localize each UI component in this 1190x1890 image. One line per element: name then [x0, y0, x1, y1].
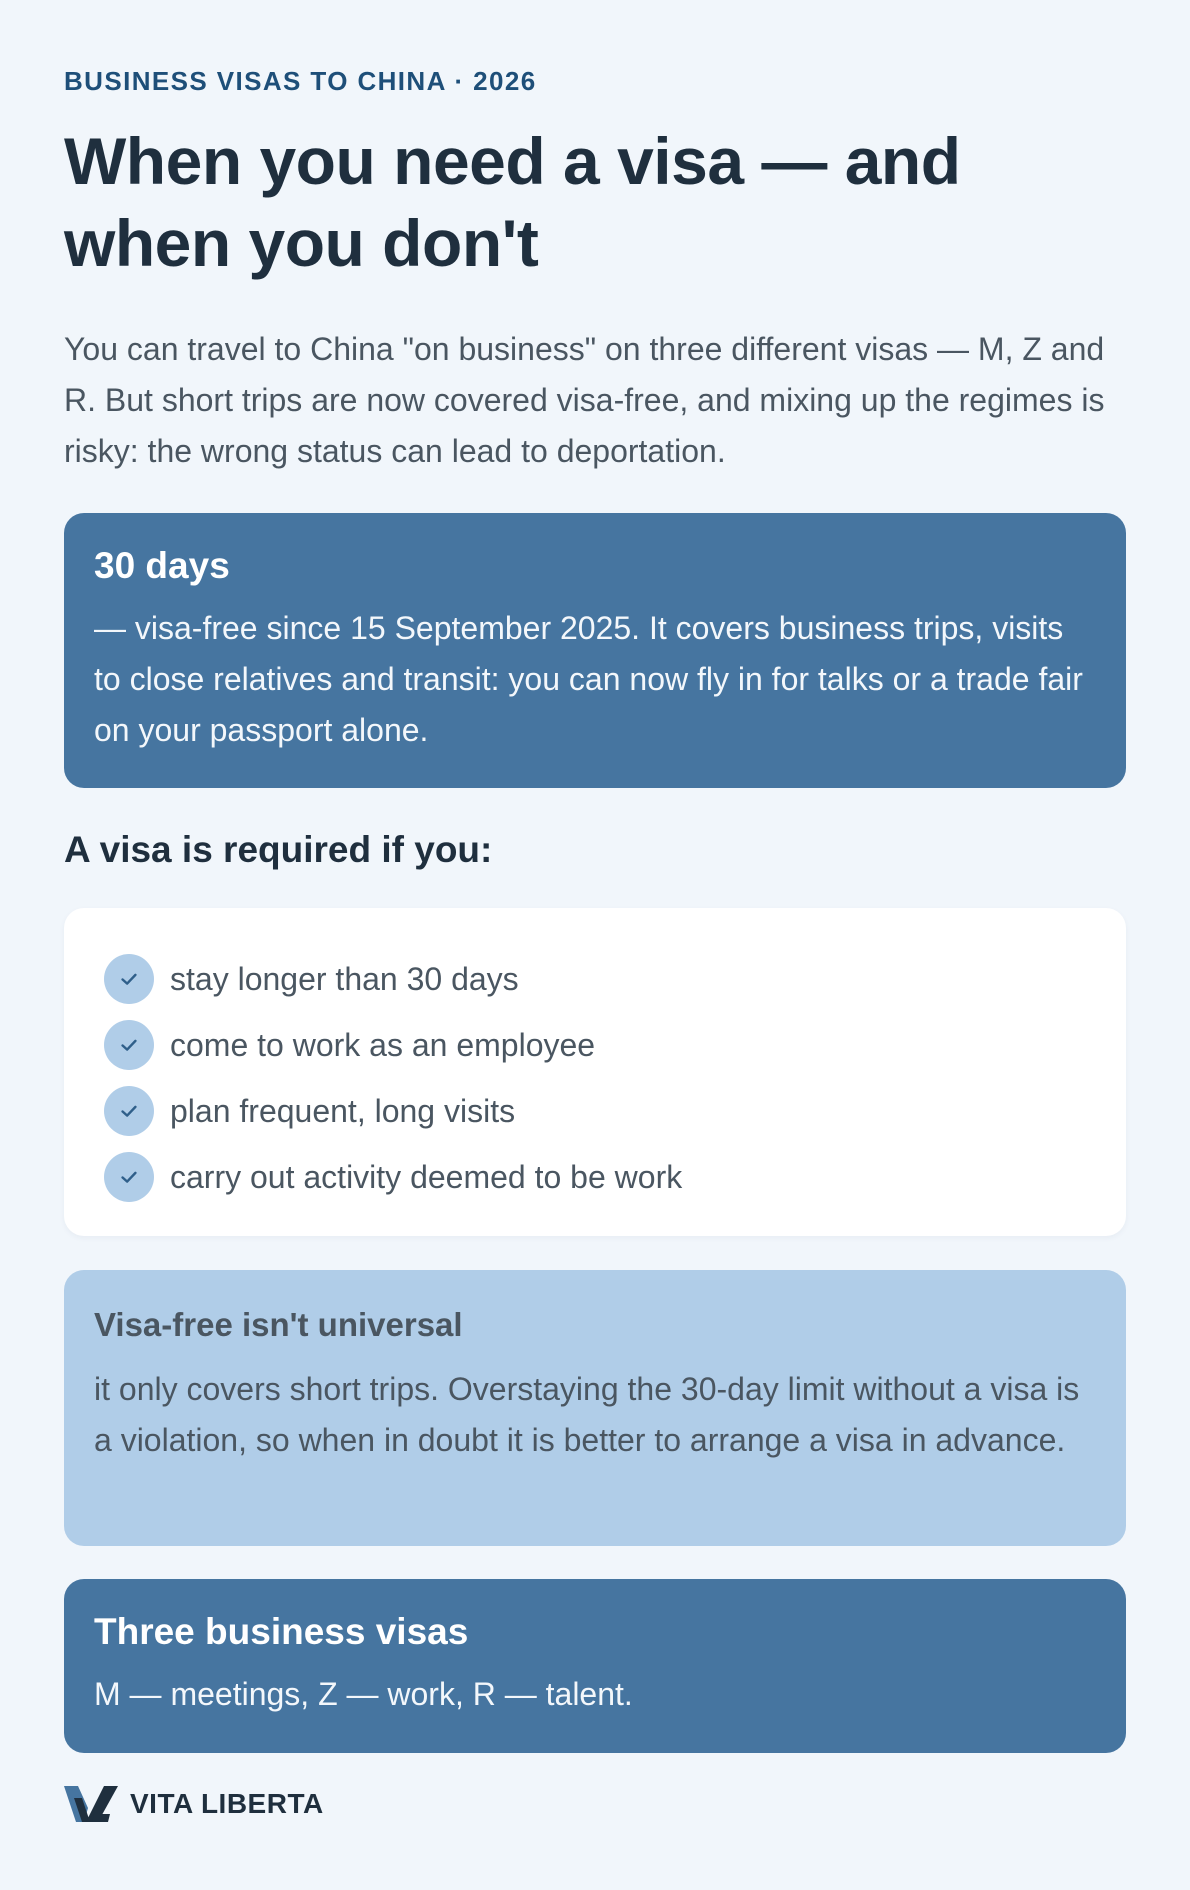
eyebrow-label: BUSINESS VISAS TO CHINA · 2026 — [64, 66, 537, 96]
list-item-text: stay longer than 30 days — [170, 961, 519, 997]
note-title: Visa-free isn't universal — [94, 1306, 463, 1343]
footer — [64, 1784, 324, 1824]
vita-liberta-logo-icon — [64, 1784, 120, 1824]
list-item — [104, 1078, 1086, 1144]
brand-name: VITA LIBERTA — [130, 1788, 324, 1819]
intro-paragraph: You can travel to China "on business" on three different visas — M, Z and R. But short trips are now covered visa-free, and mixing up the regimes is risky: the wrong status can lead to deportation. — [64, 331, 1105, 469]
business-visas-title: Three business visas — [94, 1611, 469, 1652]
check-icon — [104, 1152, 154, 1202]
check-icon — [104, 954, 154, 1004]
requirements-card — [64, 908, 1126, 1236]
visa-free-text: — visa-free since 15 September 2025. It covers business trips, visits to close relatives and transit: you can now fly in for talks or a trade fair on your passport alone. — [94, 610, 1083, 748]
list-item — [104, 1144, 1086, 1210]
page-title: When you need a visa — and when you don't — [64, 124, 961, 280]
list-item — [104, 946, 1086, 1012]
list-item-text: carry out activity deemed to be work — [170, 1159, 683, 1195]
list-item-text: plan frequent, long visits — [170, 1093, 516, 1129]
check-icon — [104, 1086, 154, 1136]
business-visas-card — [64, 1579, 1126, 1753]
visa-free-title: 30 days — [94, 545, 230, 586]
requirements-list — [104, 946, 1086, 1210]
visa-free-card — [64, 513, 1126, 788]
business-visas-text: M — meetings, Z — work, R — talent. — [94, 1676, 633, 1712]
requirements-heading: A visa is required if you: — [64, 829, 493, 870]
note-text: it only covers short trips. Overstaying the 30-day limit without a visa is a violation, so when in doubt it is better to arrange a visa in advance. — [94, 1371, 1080, 1458]
check-icon — [104, 1020, 154, 1070]
list-item — [104, 1012, 1086, 1078]
list-item-text: come to work as an employee — [170, 1027, 596, 1063]
note-card — [64, 1270, 1126, 1546]
